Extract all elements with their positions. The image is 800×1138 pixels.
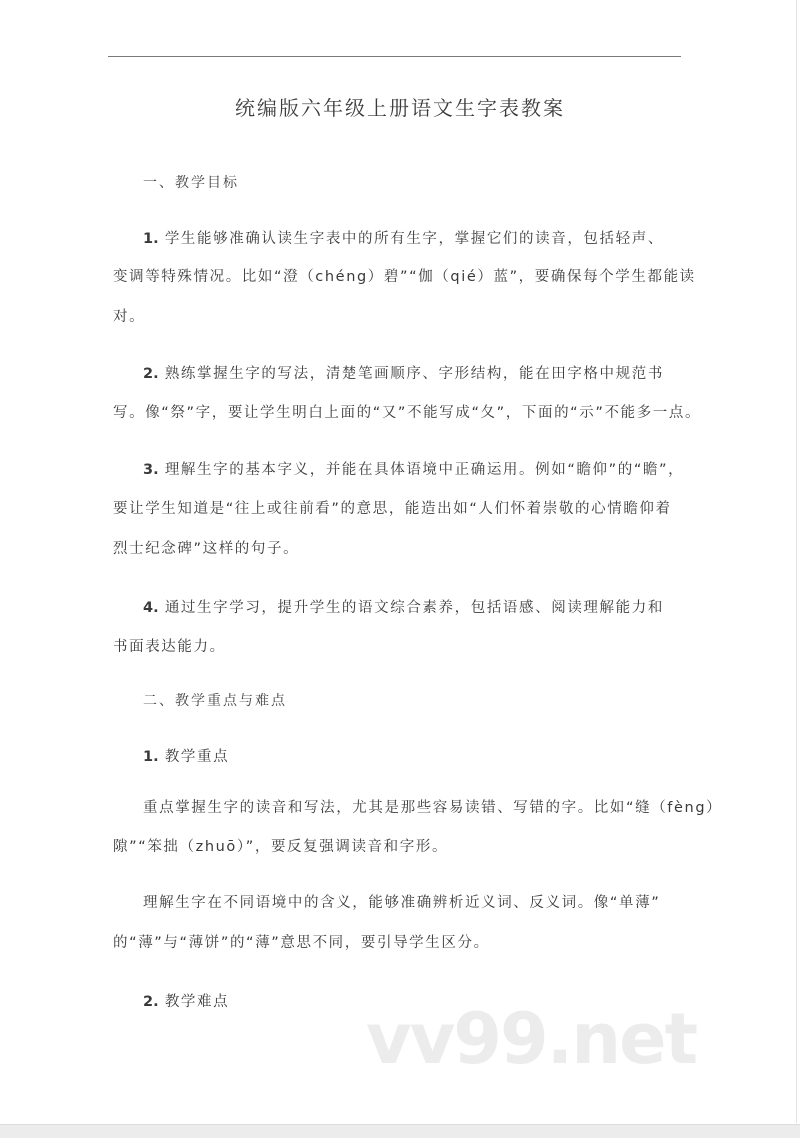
objective-3-line-1: 3. 理解生字的基本字义，并能在具体语境中正确运用。例如“瞻仰”的“瞻”， — [143, 462, 685, 478]
objective-1-line-2: 变调等特殊情况。比如“澄（chéng）碧”“伽（qié）蓝”，要确保每个学生都能读 — [113, 269, 696, 285]
objective-2-line-1: 2. 熟练掌握生字的写法，清楚笔画顺序、字形结构，能在田字格中规范书 — [143, 366, 664, 382]
section-heading-key-points: 二、教学重点与难点 — [143, 693, 287, 709]
objective-1-line-3: 对。 — [113, 309, 146, 325]
objective-2-line-2: 写。像“祭”字，要让学生明白上面的“又”不能写成“夂”，下面的“示”不能多一点。 — [113, 405, 702, 421]
key-point-1-line-1: 重点掌握生字的读音和写法，尤其是那些容易读错、写错的字。比如“缝（fèng） — [143, 800, 723, 816]
watermark: vv99.net — [366, 998, 697, 1080]
objective-3-line-2: 要让学生知道是“往上或往前看”的意思，能造出如“人们怀着崇敬的心情瞻仰着 — [113, 501, 672, 517]
key-point-2-line-1: 理解生字在不同语境中的含义，能够准确辨析近义词、反义词。像“单薄” — [143, 895, 661, 911]
document-title: 统编版六年级上册语文生字表教案 — [235, 96, 565, 120]
key-point-1-line-2: 隙”“笨拙（zhuō）”，要反复强调读音和字形。 — [113, 839, 449, 855]
objective-1-line-1: 1. 学生能够准确认读生字表中的所有生字，掌握它们的读音，包括轻声、 — [143, 231, 664, 247]
section-heading-objectives: 一、教学目标 — [143, 175, 239, 191]
header-rule — [108, 56, 681, 57]
objective-4-line-1: 4. 通过生字学习，提升学生的语文综合素养，包括语感、阅读理解能力和 — [143, 600, 664, 616]
objective-3-line-3: 烈士纪念碑”这样的句子。 — [113, 541, 300, 557]
page-bottom-edge — [0, 1124, 800, 1138]
key-point-2-line-2: 的“薄”与“薄饼”的“薄”意思不同，要引导学生区分。 — [113, 935, 490, 951]
objective-4-line-2: 书面表达能力。 — [113, 639, 226, 655]
subheading-difficulties: 2. 教学难点 — [143, 994, 230, 1010]
subheading-key-points: 1. 教学重点 — [143, 749, 230, 765]
